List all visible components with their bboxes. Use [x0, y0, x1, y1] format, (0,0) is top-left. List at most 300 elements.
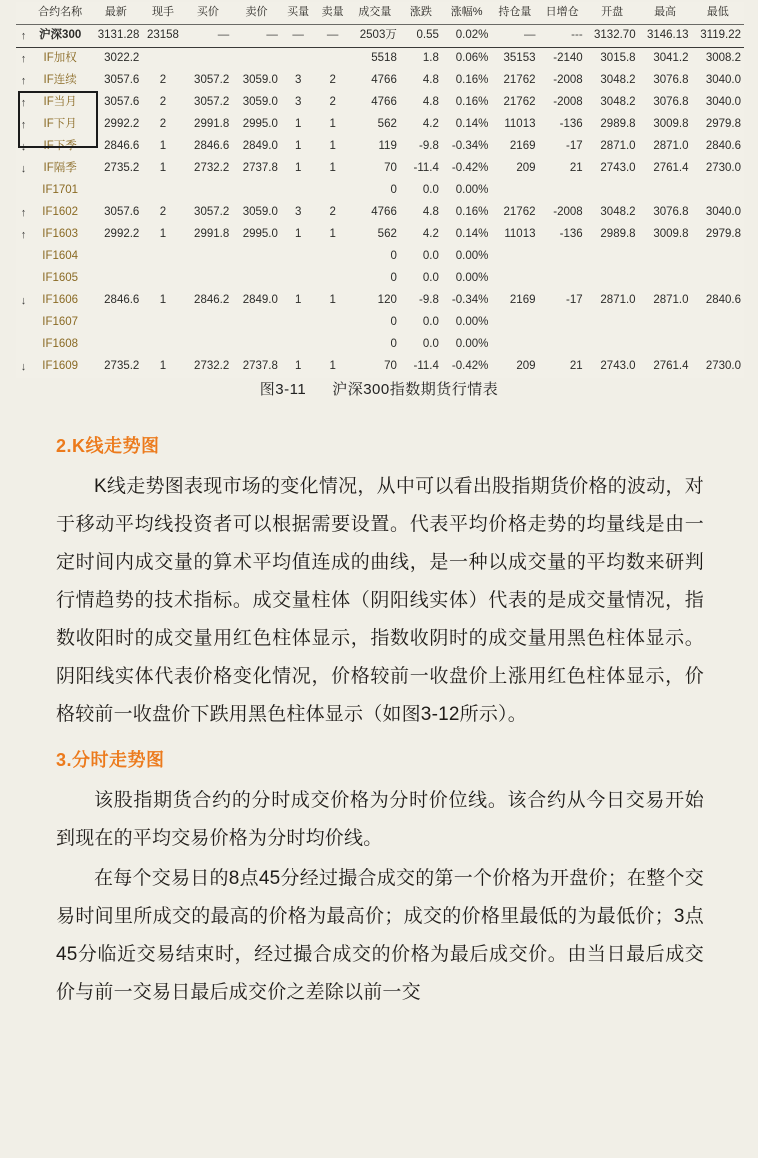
cell-open: [586, 180, 639, 202]
cell-bid-price: [184, 268, 233, 290]
cell-turnover: 562: [377, 228, 397, 241]
cell-turnover: 70: [384, 162, 397, 175]
cell-ask-volume: 1: [329, 140, 336, 153]
cell-change: 1.8: [422, 52, 439, 65]
cell-change-pct: -0.42%: [451, 360, 489, 373]
cell-bid-price: [184, 312, 233, 334]
cell-open: 2743.0: [600, 360, 636, 373]
cell-turnover: 2503万: [350, 25, 400, 48]
cell-bid-volume: [281, 246, 316, 268]
cell-oi-change: 21: [569, 360, 583, 373]
cell-current-volume: 1: [159, 140, 167, 153]
cell-low: [692, 312, 744, 334]
cell-ask-volume: 1: [329, 294, 336, 307]
table-row[interactable]: [16, 180, 744, 202]
cell-open: 2989.8: [600, 228, 636, 241]
cell-low: 2730.0: [705, 162, 741, 175]
arrow-up-icon: ↑: [20, 52, 27, 65]
cell-high: 3146.13: [639, 25, 692, 48]
cell-current-volume: [142, 312, 183, 334]
cell-open-interest: 209: [516, 360, 536, 373]
table-row[interactable]: [16, 334, 744, 356]
cell-bid-volume: 1: [294, 360, 302, 373]
cell-change: -9.8: [419, 294, 439, 307]
cell-bid-volume: 1: [294, 118, 302, 131]
table-row[interactable]: [16, 268, 744, 290]
cell-change: 4.8: [422, 74, 439, 87]
cell-contract-name: IF1608: [42, 338, 79, 351]
cell-change: -11.4: [413, 162, 439, 175]
cell-bid-price: 2846.2: [194, 294, 230, 307]
cell-bid-volume: [281, 312, 316, 334]
cell-ask-price: 3059.0: [242, 74, 278, 87]
table-row[interactable]: [16, 290, 744, 312]
cell-contract-name: IF加权: [43, 52, 77, 65]
cell-open-interest: 21762: [503, 206, 536, 219]
column-header-open-interest: 持仓量: [491, 2, 538, 25]
cell-current-volume: 2: [159, 74, 167, 87]
cell-last: 2735.2: [104, 360, 140, 373]
cell-change-pct: 0.14%: [455, 118, 489, 131]
cell-contract-name: IF1609: [42, 360, 79, 373]
cell-change-pct: 0.00%: [455, 338, 489, 351]
cell-high: [639, 246, 692, 268]
arrow-placeholder-icon: [16, 334, 31, 356]
table-row[interactable]: [16, 25, 744, 48]
cell-last: [89, 180, 142, 202]
cell-change-pct: 0.06%: [455, 52, 489, 65]
cell-last: 3057.6: [104, 96, 140, 109]
cell-high: 3076.8: [653, 96, 689, 109]
cell-open-interest: 11013: [504, 228, 536, 241]
cell-current-volume: [142, 180, 183, 202]
table-body: [16, 25, 744, 379]
cell-change: 4.2: [422, 228, 439, 241]
cell-last: 3022.2: [104, 52, 140, 65]
cell-low: 3040.0: [705, 74, 741, 87]
cell-ask-volume: 1: [329, 360, 336, 373]
cell-open: 3132.70: [586, 25, 639, 48]
cell-change-pct: -0.34%: [451, 140, 489, 153]
cell-turnover: 70: [384, 360, 397, 373]
cell-change: -9.8: [419, 140, 439, 153]
cell-bid-price: 2732.2: [194, 360, 230, 373]
cell-open-interest: [491, 312, 538, 334]
cell-open-interest: [491, 334, 538, 356]
cell-open: 2743.0: [600, 162, 636, 175]
cell-turnover: 0: [390, 338, 397, 351]
cell-contract-name: IF当月: [43, 96, 77, 109]
cell-open-interest: 35153: [503, 52, 536, 65]
cell-ask-volume: 1: [329, 118, 336, 131]
table-row[interactable]: [16, 202, 744, 224]
cell-high: 3076.8: [653, 206, 689, 219]
cell-contract-name: IF1603: [42, 228, 79, 241]
cell-low: 3040.0: [705, 96, 741, 109]
arrow-up-icon: ↑: [20, 96, 27, 109]
arrow-placeholder-icon: [16, 246, 31, 268]
paragraph-intraday-1: 该股指期货合约的分时成交价格为分时价位线。该合约从今日交易开始到现在的平均交易价格为分时均价线。: [56, 790, 704, 849]
cell-contract-name: 沪深300: [31, 25, 89, 48]
cell-contract-name: IF隔季: [43, 162, 77, 175]
cell-oi-change: -2008: [553, 206, 583, 219]
table-row[interactable]: [16, 246, 744, 268]
arrow-up-icon: ↑: [20, 74, 27, 87]
cell-current-volume: 2: [159, 118, 167, 131]
cell-open: 2989.8: [600, 118, 636, 131]
cell-last: 2992.2: [104, 228, 140, 241]
cell-low: 3119.22: [692, 25, 744, 48]
cell-contract-name: IF下月: [43, 118, 77, 131]
column-header-bid-price: 买价: [184, 2, 233, 25]
column-header-change: 涨跌: [400, 2, 442, 25]
cell-last: [89, 312, 142, 334]
cell-turnover: 119: [378, 140, 397, 153]
arrow-up-icon: ↑: [16, 25, 31, 48]
cell-open: 2871.0: [600, 140, 636, 153]
cell-turnover: 0: [390, 250, 397, 263]
cell-last: 3131.28: [89, 25, 142, 48]
table-row[interactable]: [16, 48, 744, 71]
cell-turnover: 562: [377, 118, 397, 131]
cell-ask-price: 2737.8: [242, 360, 278, 373]
cell-bid-price: 2732.2: [194, 162, 230, 175]
figure-title: 沪深300指数期货行情表: [332, 381, 499, 398]
arrow-down-icon: ↓: [20, 294, 27, 307]
cell-open: [586, 246, 639, 268]
cell-bid-volume: 1: [294, 140, 302, 153]
cell-last: 2846.6: [104, 294, 140, 307]
column-header-change-pct: 涨幅%: [442, 2, 491, 25]
cell-low: [692, 334, 744, 356]
cell-low: [692, 246, 744, 268]
arrow-placeholder-icon: [16, 312, 31, 334]
table-row[interactable]: [16, 114, 744, 136]
cell-high: 3009.8: [653, 228, 689, 241]
cell-open-interest: —: [491, 25, 538, 48]
cell-oi-change: -2140: [553, 52, 583, 65]
table-header-row: [16, 2, 744, 25]
cell-low: [692, 180, 744, 202]
column-header-arrow: [16, 2, 31, 25]
cell-last: 2846.6: [104, 140, 140, 153]
column-header-turnover: 成交量: [350, 2, 400, 25]
cell-open: 3048.2: [600, 74, 636, 87]
cell-last: 3057.6: [104, 206, 140, 219]
cell-change: 0.0: [422, 250, 439, 263]
cell-change-pct: 0.00%: [455, 184, 489, 197]
cell-current-volume: [142, 268, 183, 290]
cell-high: 2871.0: [653, 294, 689, 307]
cell-ask-price: [232, 246, 281, 268]
cell-low: 2840.6: [705, 294, 741, 307]
cell-oi-change: -17: [566, 294, 583, 307]
cell-low: 3008.2: [705, 52, 741, 65]
cell-ask-volume: 2: [329, 96, 336, 109]
cell-ask-price: —: [232, 25, 281, 48]
cell-last: [89, 334, 142, 356]
cell-bid-volume: [281, 334, 316, 356]
cell-ask-volume: [315, 246, 350, 268]
cell-bid-volume: 1: [294, 162, 302, 175]
cell-open-interest: 2169: [509, 294, 536, 307]
cell-ask-volume: 2: [329, 74, 336, 87]
cell-low: 2979.8: [705, 118, 741, 131]
cell-bid-volume: [281, 48, 316, 71]
cell-high: 2761.4: [653, 162, 689, 175]
paragraph-intraday-2: 在每个交易日的8点45分经过撮合成交的第一个价格为开盘价；在整个交易时间里所成交的最高的价格为最高价；成交的价格里最低的为最低价；3点45分临近交易结束时，经过撮合成交的价格为最后成交价。由当日最后成交价与前一交易日最后成交价之差除以前一交: [56, 868, 704, 1003]
cell-current-volume: 1: [159, 162, 167, 175]
table-row[interactable]: [16, 158, 744, 180]
cell-open: [586, 334, 639, 356]
section-heading-kline: 2.K线走势图: [56, 436, 160, 456]
cell-ask-volume: [315, 48, 350, 71]
cell-current-volume: [142, 246, 183, 268]
cell-change: -11.4: [413, 360, 439, 373]
cell-bid-volume: [281, 268, 316, 290]
cell-current-volume: 1: [159, 360, 167, 373]
cell-high: 3009.8: [653, 118, 689, 131]
cell-bid-volume: —: [281, 25, 316, 48]
cell-change: 0.0: [422, 272, 439, 285]
cell-open: [586, 312, 639, 334]
table-row[interactable]: [16, 356, 744, 378]
cell-ask-price: [232, 268, 281, 290]
cell-last: 2735.2: [104, 162, 140, 175]
arrow-up-icon: ↑: [20, 228, 27, 241]
cell-ask-volume: 1: [329, 162, 336, 175]
cell-ask-price: 2995.0: [242, 118, 278, 131]
futures-quote-table: [16, 2, 744, 378]
quote-table-figure: [16, 2, 744, 378]
cell-ask-price: 3059.0: [242, 96, 278, 109]
cell-ask-price: [232, 180, 281, 202]
cell-current-volume: 23158: [142, 25, 183, 48]
cell-oi-change: -2008: [553, 96, 583, 109]
cell-bid-price: 3057.2: [194, 206, 230, 219]
cell-open-interest: [491, 246, 538, 268]
cell-oi-change: -17: [566, 140, 583, 153]
cell-change-pct: -0.34%: [451, 294, 489, 307]
cell-change: 4.8: [422, 206, 439, 219]
table-row[interactable]: [16, 312, 744, 334]
cell-change: 0.0: [422, 316, 439, 329]
cell-low: [692, 268, 744, 290]
cell-change-pct: 0.00%: [455, 250, 489, 263]
cell-change: 0.55: [400, 25, 442, 48]
cell-open-interest: 21762: [503, 74, 536, 87]
cell-ask-price: 3059.0: [242, 206, 278, 219]
cell-contract-name: IF1604: [42, 250, 79, 263]
cell-oi-change: ---: [539, 25, 586, 48]
cell-high: 3041.2: [653, 52, 689, 65]
column-header-high: 最高: [639, 2, 692, 25]
cell-open: 2871.0: [600, 294, 636, 307]
cell-ask-price: [232, 312, 281, 334]
cell-ask-volume: [315, 268, 350, 290]
column-header-oi-change: 日增仓: [539, 2, 586, 25]
cell-high: 3076.8: [653, 74, 689, 87]
cell-turnover: 0: [390, 184, 397, 197]
cell-current-volume: 1: [159, 228, 167, 241]
cell-contract-name: IF1701: [42, 184, 79, 197]
cell-bid-volume: 3: [294, 206, 302, 219]
cell-turnover: 4766: [371, 206, 397, 219]
column-header-current-volume: 现手: [142, 2, 183, 25]
cell-bid-price: 2991.8: [194, 228, 230, 241]
cell-current-volume: 2: [159, 96, 167, 109]
cell-change-pct: 0.16%: [455, 206, 489, 219]
figure-label: 图3-11: [259, 381, 307, 398]
cell-oi-change: -136: [559, 228, 583, 241]
cell-ask-price: [232, 334, 281, 356]
cell-contract-name: IF1607: [42, 316, 79, 329]
cell-high: 2761.4: [653, 360, 689, 373]
column-header-open: 开盘: [586, 2, 639, 25]
cell-oi-change: [539, 268, 586, 290]
cell-ask-volume: [315, 334, 350, 356]
cell-ask-volume: [315, 180, 350, 202]
cell-oi-change: [539, 246, 586, 268]
cell-bid-price: 2991.8: [194, 118, 230, 131]
cell-contract-name: IF连续: [43, 74, 77, 87]
figure-caption: [0, 378, 758, 399]
cell-turnover: 0: [390, 316, 397, 329]
column-header-ask-volume: 卖量: [315, 2, 350, 25]
table-row[interactable]: [16, 70, 744, 92]
cell-oi-change: [539, 312, 586, 334]
cell-ask-volume: 1: [329, 228, 336, 241]
cell-high: [639, 180, 692, 202]
cell-turnover: 5518: [371, 52, 397, 65]
cell-low: 2979.8: [705, 228, 741, 241]
cell-open-interest: 2169: [509, 140, 536, 153]
cell-low: 2840.6: [705, 140, 741, 153]
table-row[interactable]: [16, 224, 744, 246]
cell-low: 3040.0: [705, 206, 741, 219]
cell-ask-volume: 2: [329, 206, 336, 219]
cell-turnover: 120: [377, 294, 397, 307]
cell-open-interest: [491, 180, 538, 202]
cell-oi-change: -2008: [553, 74, 583, 87]
column-header-low: 最低: [692, 2, 744, 25]
cell-low: 2730.0: [705, 360, 741, 373]
arrow-placeholder-icon: [16, 180, 31, 202]
cell-high: [639, 334, 692, 356]
cell-current-volume: 2: [159, 206, 167, 219]
cell-open-interest: 209: [516, 162, 536, 175]
cell-ask-price: 2849.0: [242, 294, 278, 307]
table-row[interactable]: [16, 92, 744, 114]
cell-bid-price: [184, 334, 233, 356]
cell-high: [639, 312, 692, 334]
cell-current-volume: [142, 48, 183, 71]
cell-last: [89, 246, 142, 268]
arrow-down-icon: ↓: [20, 162, 27, 175]
cell-turnover: 0: [390, 272, 397, 285]
column-header-ask-price: 卖价: [232, 2, 281, 25]
arrow-down-icon: ↓: [20, 360, 27, 373]
arrow-down-icon: ↓: [20, 140, 27, 153]
column-header-last: 最新: [89, 2, 142, 25]
cell-bid-price: 3057.2: [194, 96, 230, 109]
cell-bid-volume: 1: [294, 294, 302, 307]
cell-ask-volume: [315, 312, 350, 334]
cell-bid-price: 3057.2: [194, 74, 230, 87]
cell-bid-price: 2846.6: [194, 140, 230, 153]
cell-turnover: 4766: [371, 96, 397, 109]
cell-change-pct: 0.00%: [455, 316, 489, 329]
cell-change-pct: 0.00%: [455, 272, 489, 285]
cell-bid-price: —: [184, 25, 233, 48]
table-row[interactable]: [16, 136, 744, 158]
cell-last: [89, 268, 142, 290]
cell-current-volume: [142, 334, 183, 356]
cell-bid-price: [184, 180, 233, 202]
cell-change-pct: 0.14%: [455, 228, 489, 241]
cell-turnover: 4766: [371, 74, 397, 87]
cell-change-pct: -0.42%: [451, 162, 489, 175]
cell-bid-price: [184, 246, 233, 268]
cell-open-interest: [491, 268, 538, 290]
section-heading-intraday: 3.分时走势图: [56, 750, 165, 770]
cell-ask-volume: —: [315, 25, 350, 48]
column-header-contract-name: 合约名称: [31, 2, 89, 25]
arrow-up-icon: ↑: [20, 118, 27, 131]
cell-high: 2871.0: [653, 140, 689, 153]
cell-contract-name: IF下季: [43, 140, 77, 153]
cell-oi-change: [539, 334, 586, 356]
paragraph-kline: K线走势图表现市场的变化情况，从中可以看出股指期货价格的波动，对于移动平均线投资者可以根据需要设置。代表平均价格走势的均量线是由一定时间内成交量的算术平均值连成的曲线，是一种以成交量的平均数来研判行情趋势的技术指标。成交量柱体（阴阳线实体）代表的是成交量情况，指数收阳时的成交量用红色柱体显示，指数收阴时的成交量用黑色柱体显示。阴阳线实体代表价格变化情况，价格较前一收盘价上涨用红色柱体显示，价格较前一收盘价下跌用黑色柱体显示（如图3-12所示）。: [56, 476, 704, 725]
cell-high: [639, 268, 692, 290]
cell-change: 0.0: [422, 184, 439, 197]
cell-change: 4.8: [422, 96, 439, 109]
cell-bid-volume: 3: [294, 96, 302, 109]
cell-open: 3048.2: [600, 206, 636, 219]
cell-open-interest: 21762: [503, 96, 536, 109]
column-header-bid-volume: 买量: [281, 2, 316, 25]
cell-contract-name: IF1602: [42, 206, 79, 219]
arrow-up-icon: ↑: [20, 206, 27, 219]
cell-open: [586, 268, 639, 290]
cell-bid-volume: 3: [294, 74, 302, 87]
cell-oi-change: [539, 180, 586, 202]
cell-change-pct: 0.02%: [442, 25, 491, 48]
cell-oi-change: 21: [569, 162, 583, 175]
cell-change: 0.0: [422, 338, 439, 351]
cell-open-interest: 11013: [504, 118, 536, 131]
cell-change-pct: 0.16%: [455, 96, 489, 109]
cell-current-volume: 1: [159, 294, 167, 307]
cell-open: 3015.8: [600, 52, 636, 65]
cell-ask-price: [232, 48, 281, 71]
cell-bid-price: [184, 48, 233, 71]
cell-bid-volume: [281, 180, 316, 202]
cell-change: 4.2: [422, 118, 439, 131]
cell-last: 3057.6: [104, 74, 140, 87]
cell-open: 3048.2: [600, 96, 636, 109]
arrow-placeholder-icon: [16, 268, 31, 290]
cell-bid-volume: 1: [294, 228, 302, 241]
cell-change-pct: 0.16%: [455, 74, 489, 87]
cell-contract-name: IF1605: [42, 272, 79, 285]
cell-ask-price: 2849.0: [242, 140, 278, 153]
cell-contract-name: IF1606: [42, 294, 79, 307]
cell-oi-change: -136: [559, 118, 583, 131]
cell-ask-price: 2737.8: [242, 162, 278, 175]
body-content: [56, 420, 704, 1014]
cell-ask-price: 2995.0: [242, 228, 278, 241]
